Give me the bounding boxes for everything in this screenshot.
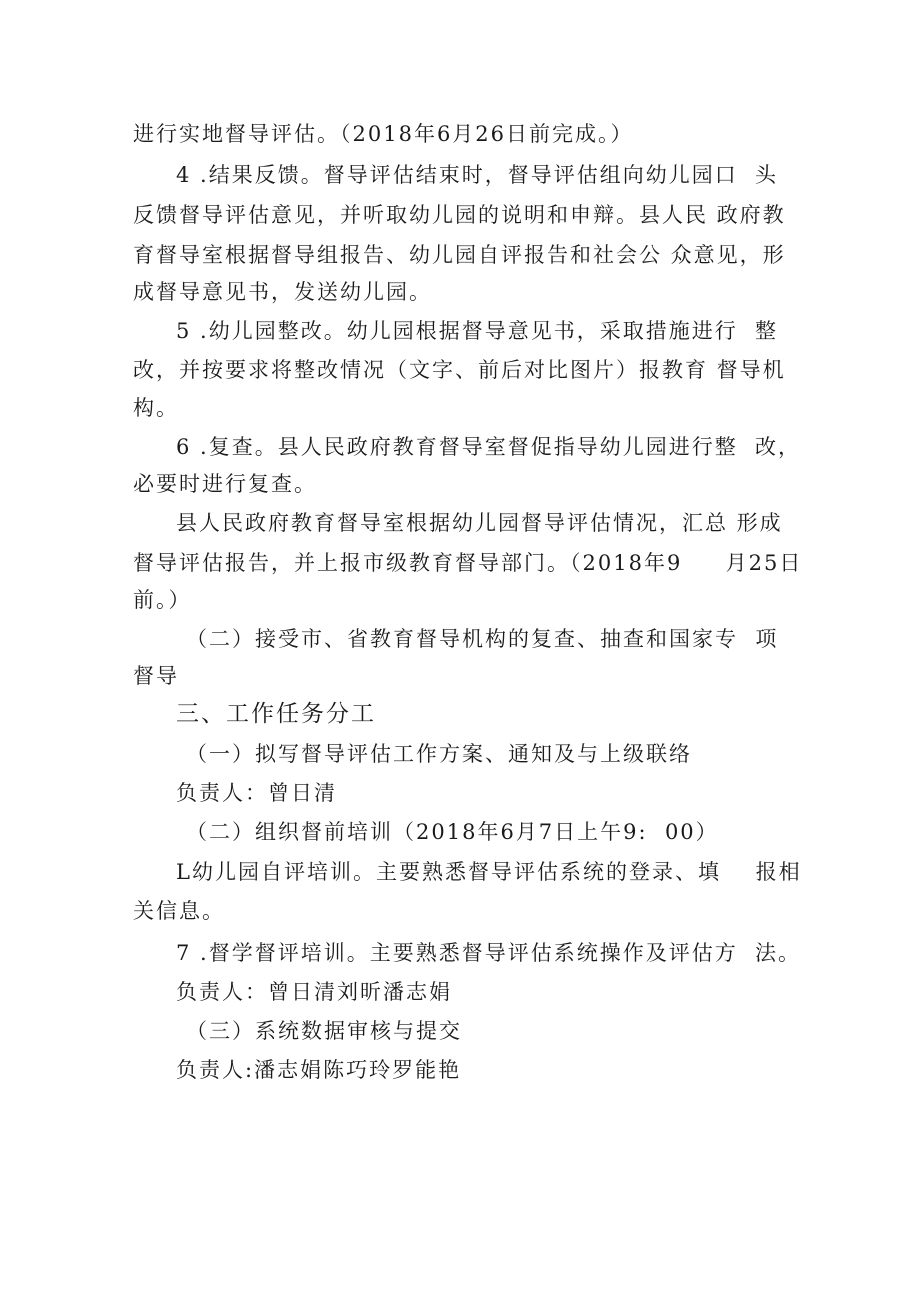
paragraph-line: 负责人：曾日清刘昕潘志娟 <box>176 980 452 1004</box>
paragraph-line: 成督导意见书，发送幼儿园。 <box>133 280 432 304</box>
paragraph-line: 6 .复查。县人民政府教育督导室督促指导幼儿园进行整 改， <box>176 435 802 459</box>
paragraph-line: 必要时进行复查。 <box>133 472 317 496</box>
paragraph-line: 反馈督导评估意见，并听取幼儿园的说明和申辩。县人民 政府教 <box>133 203 786 227</box>
paragraph-line: L幼儿园自评培训。主要熟悉督导评估系统的登录、填 报相 <box>176 860 802 884</box>
paragraph-line: 构。 <box>133 396 179 420</box>
paragraph-line: 7 .督学督评培训。主要熟悉督导评估系统操作及评估方 法。 <box>176 941 802 965</box>
paragraph-line: 县人民政府教育督导室根据幼儿园督导评估情况，汇总 形成 <box>176 511 783 535</box>
paragraph-line: 4 .结果反馈。督导评估结束时，督导评估组向幼儿园口 头 <box>176 163 779 187</box>
paragraph-line: 育督导室根据督导组报告、幼儿园自评报告和社会公 众意见，形 <box>133 243 786 267</box>
paragraph-line: 进行实地督导评估。（2018年6月26日前完成。） <box>133 122 634 146</box>
section-heading: 督导 <box>133 664 179 688</box>
subsection-heading: （一）拟写督导评估工作方案、通知及与上级联络 <box>186 742 692 766</box>
paragraph-line: 前。） <box>133 588 192 612</box>
paragraph-line: 改，并按要求将整改情况（文字、前后对比图片）报教育 督导机 <box>133 358 786 382</box>
paragraph-line: 5 .幼儿园整改。幼儿园根据督导意见书，采取措施进行 整 <box>176 319 779 343</box>
paragraph-line: 负责人:潘志娟陈巧玲罗能艳 <box>176 1058 462 1082</box>
paragraph-line: 负责人：曾日清 <box>176 781 337 805</box>
subsection-heading: （三）系统数据审核与提交 <box>186 1019 462 1043</box>
section-heading: （二）接受市、省教育督导机构的复查、抽查和国家专 项 <box>186 627 779 651</box>
section-heading: 三、工作任务分工 <box>176 701 376 727</box>
paragraph-line: 督导评估报告，并上报市级教育督导部门。（2018年9 月25日 <box>133 551 803 575</box>
paragraph-line: 关信息。 <box>133 899 225 923</box>
subsection-heading: （二）组织督前培训（2018年6月7日上午9: 00） <box>186 820 719 844</box>
